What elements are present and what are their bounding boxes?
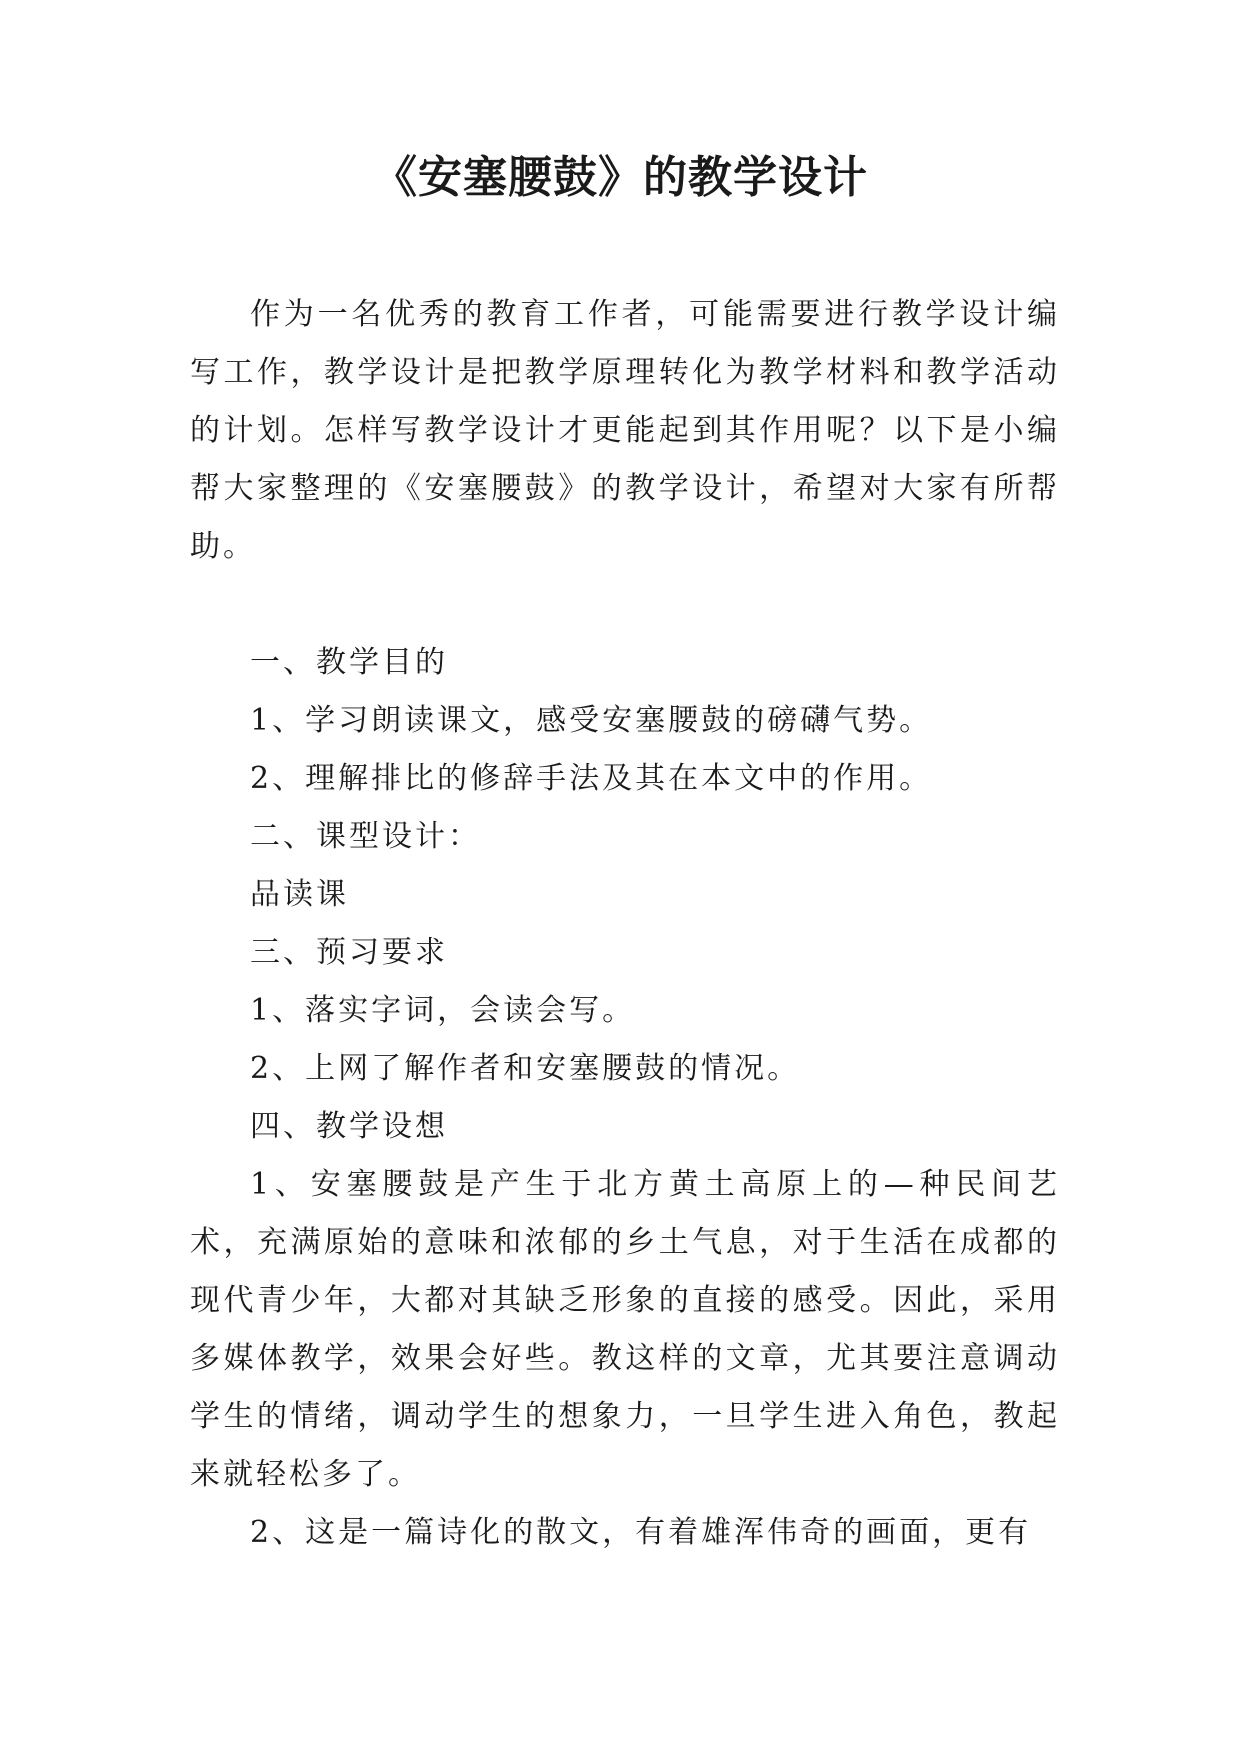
idea-paragraph-2: 2、这是一篇诗化的散文，有着雄浑伟奇的画面，更有: [250, 1515, 1032, 1550]
preview-item-1: 1、落实字词，会读会写。: [250, 993, 636, 1028]
section-heading-ideas: 四、教学设想: [250, 1109, 448, 1144]
objective-item-2: 2、理解排比的修辞手法及其在本文中的作用。: [250, 761, 933, 796]
document-title: 《安塞腰鼓》的教学设计: [373, 152, 868, 203]
idea-paragraph-1: 1、安塞腰鼓是产生于北方黄土高原上的—种民间艺术，充满原始的意味和浓郁的乡土气息，对于生活在成都的现代青少年，大都对其缺乏形象的直接的感受。因此，采用多媒体教学，效果会好些。教这样的文章，尤其要注意调动学生的情绪，调动学生的想象力，一旦学生进入角色，教起来就轻松多了。: [190, 1167, 1060, 1492]
objective-item-1: 1、学习朗读课文，感受安塞腰鼓的磅礴气势。: [250, 703, 933, 738]
content-block: [190, 634, 1060, 1562]
section-heading-objectives: 一、教学目的: [250, 645, 448, 680]
intro-block: [190, 286, 1060, 576]
section-heading-preview: 三、预习要求: [250, 935, 448, 970]
section-heading-lesson-type: 二、课型设计：: [250, 819, 481, 854]
intro-paragraph: 作为一名优秀的教育工作者，可能需要进行教学设计编写工作，教学设计是把教学原理转化为教学材料和教学活动的计划。怎样写教学设计才更能起到其作用呢？以下是小编帮大家整理的《安塞腰鼓》的教学设计，希望对大家有所帮助。: [190, 297, 1060, 564]
preview-item-2: 2、上网了解作者和安塞腰鼓的情况。: [250, 1051, 801, 1086]
lesson-type-value: 品读课: [250, 877, 349, 912]
